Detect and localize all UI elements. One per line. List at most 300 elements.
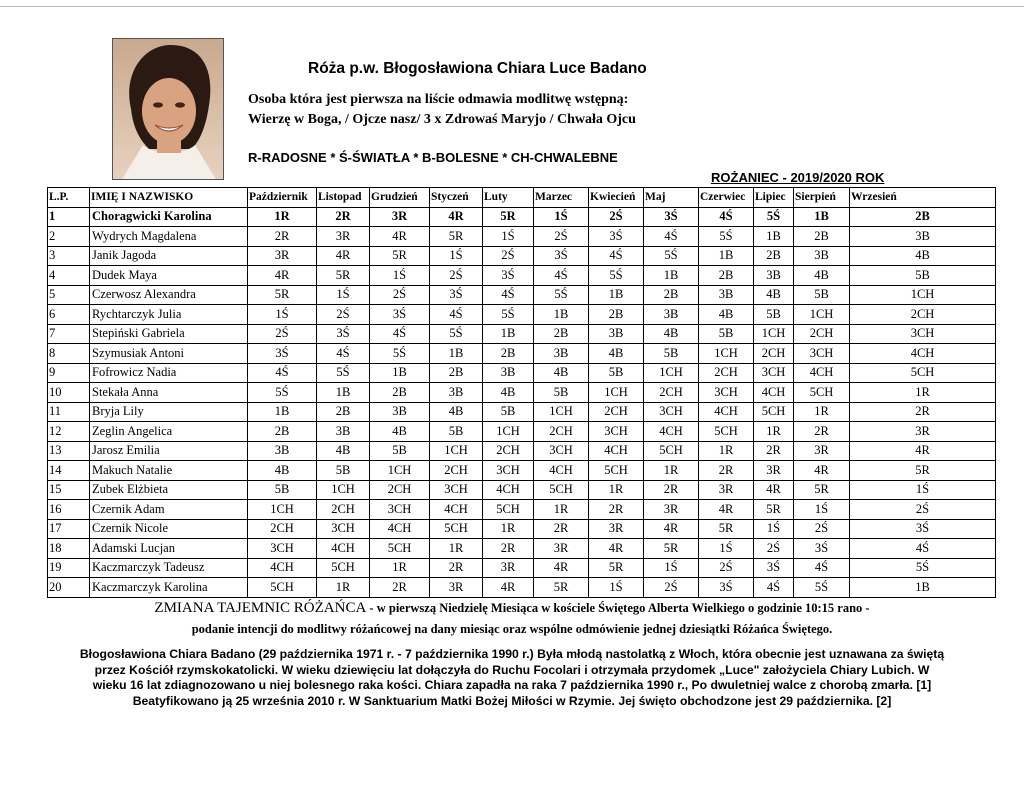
mystery-cell: 4B (589, 344, 644, 364)
page-title: Róża p.w. Błogosławiona Chiara Luce Badano (308, 60, 647, 77)
mystery-cell: 3CH (430, 480, 483, 500)
mystery-cell: 5Ś (794, 578, 850, 598)
mystery-cell: 1Ś (699, 539, 754, 559)
mystery-cell: 5B (850, 266, 996, 286)
mystery-cell: 2R (430, 558, 483, 578)
mystery-cell: 5CH (699, 422, 754, 442)
mystery-cell: 3B (699, 285, 754, 305)
mysteries-legend: R-RADOSNE * Ś-ŚWIATŁA * B-BOLESNE * CH-CHWALEBNE (248, 150, 618, 165)
mystery-cell: 4CH (317, 539, 370, 559)
mystery-cell: 4CH (589, 441, 644, 461)
mystery-cell: 2Ś (430, 266, 483, 286)
member-name: Czerwosz Alexandra (90, 285, 248, 305)
mystery-cell: 5CH (794, 383, 850, 403)
mystery-cell: 1B (699, 246, 754, 266)
mystery-cell: 2CH (644, 383, 699, 403)
member-name: Czernik Nicole (90, 519, 248, 539)
mystery-cell: 1CH (850, 285, 996, 305)
column-header: Czerwiec (699, 188, 754, 208)
mystery-cell: 2B (317, 402, 370, 422)
mystery-cell: 2B (644, 285, 699, 305)
mystery-cell: 5CH (370, 539, 430, 559)
mystery-cell: 5B (534, 383, 589, 403)
mystery-cell: 1B (534, 305, 589, 325)
column-header: Grudzień (370, 188, 430, 208)
mystery-cell: 4Ś (589, 246, 644, 266)
column-header: Listopad (317, 188, 370, 208)
member-name: Czernik Adam (90, 500, 248, 520)
table-row (48, 285, 996, 305)
mystery-cell: 3Ś (483, 266, 534, 286)
top-rule (0, 6, 1024, 7)
table-row (48, 422, 996, 442)
mystery-cell: 1Ś (589, 578, 644, 598)
column-header: L.P. (48, 188, 90, 208)
table-row (48, 539, 996, 559)
mystery-cell: 3B (644, 305, 699, 325)
row-number: 10 (48, 383, 90, 403)
mystery-cell: 3B (589, 324, 644, 344)
mystery-cell: 1CH (317, 480, 370, 500)
rosary-year-label: ROŻANIEC - 2019/2020 ROK (711, 170, 885, 185)
member-name: Kaczmarczyk Tadeusz (90, 558, 248, 578)
mystery-cell: 2Ś (589, 207, 644, 227)
mystery-cell: 4B (794, 266, 850, 286)
mystery-cell: 1R (248, 207, 317, 227)
mystery-cell: 5B (644, 344, 699, 364)
mystery-cell: 2R (794, 422, 850, 442)
mystery-cell: 1Ś (534, 207, 589, 227)
mystery-cell: 1R (699, 441, 754, 461)
mystery-cell: 3CH (589, 422, 644, 442)
mystery-cell: 1CH (248, 500, 317, 520)
mystery-cell: 3CH (754, 363, 794, 383)
column-header: IMIĘ I NAZWISKO (90, 188, 248, 208)
member-name: Dudek Maya (90, 266, 248, 286)
mystery-cell: 1R (794, 402, 850, 422)
mystery-cell: 5Ś (754, 207, 794, 227)
mystery-cell: 5Ś (850, 558, 996, 578)
mystery-cell: 2B (794, 227, 850, 247)
mystery-cell: 4CH (483, 480, 534, 500)
member-name: Janik Jagoda (90, 246, 248, 266)
mystery-cell: 4R (754, 480, 794, 500)
mystery-cell: 3CH (644, 402, 699, 422)
mystery-cell: 1CH (589, 383, 644, 403)
mystery-cell: 1B (644, 266, 699, 286)
member-name: Stekała Anna (90, 383, 248, 403)
table-row (48, 441, 996, 461)
mystery-cell: 5R (534, 578, 589, 598)
mystery-cell: 1R (754, 422, 794, 442)
mystery-cell: 5Ś (589, 266, 644, 286)
mystery-cell: 4CH (794, 363, 850, 383)
row-number: 1 (48, 207, 90, 227)
mystery-cell: 5Ś (317, 363, 370, 383)
mystery-cell: 4R (850, 441, 996, 461)
mystery-cell: 1R (370, 558, 430, 578)
mystery-cell: 5R (370, 246, 430, 266)
mystery-cell: 3R (430, 578, 483, 598)
mystery-cell: 4R (483, 578, 534, 598)
mystery-cell: 4CH (430, 500, 483, 520)
mystery-cell: 4R (430, 207, 483, 227)
mystery-cell: 4Ś (794, 558, 850, 578)
mystery-cell: 2Ś (850, 500, 996, 520)
notice-line-1 (0, 600, 1024, 617)
member-name: Bryja Lily (90, 402, 248, 422)
mystery-cell: 3B (850, 227, 996, 247)
mystery-cell: 4R (644, 519, 699, 539)
mystery-cell: 3R (794, 441, 850, 461)
mystery-cell: 5CH (483, 500, 534, 520)
mystery-cell: 1B (430, 344, 483, 364)
row-number: 12 (48, 422, 90, 442)
table-row (48, 500, 996, 520)
mystery-cell: 1Ś (850, 480, 996, 500)
mystery-cell: 2CH (430, 461, 483, 481)
mystery-cell: 3CH (534, 441, 589, 461)
notice-line-2: podanie intencji do modlitwy różańcowej na dany miesiąc oraz wspólne odmówienie jednej dziesiątki Różańca Świętego. (191, 622, 833, 636)
mystery-cell: 1CH (370, 461, 430, 481)
mystery-cell: 5B (589, 363, 644, 383)
mystery-cell: 2CH (534, 422, 589, 442)
mystery-cell: 5B (370, 441, 430, 461)
mystery-cell: 1CH (534, 402, 589, 422)
mystery-cell: 1Ś (754, 519, 794, 539)
mystery-cell: 3R (754, 461, 794, 481)
mystery-cell: 2CH (589, 402, 644, 422)
mystery-cell: 5Ś (483, 305, 534, 325)
mystery-cell: 5R (248, 285, 317, 305)
biography-line: Beatyfikowano ją 25 września 2010 r. W Sanktuarium Matki Bożej Miłości w Rzymie. Jej święto obchodzone jest 29 października. [2] (132, 693, 892, 708)
mystery-cell: 1Ś (248, 305, 317, 325)
biography-line: przez Kościół rzymskokatolicki. W wieku dziewięciu lat dołączyła do Ruchu Focolari i otrzymała przydomek „Luce" założyciela Chiary Lubich. W (94, 662, 930, 677)
row-number: 9 (48, 363, 90, 383)
mystery-cell: 2CH (317, 500, 370, 520)
mystery-cell: 3Ś (699, 578, 754, 598)
mystery-cell: 1B (794, 207, 850, 227)
table-row (48, 207, 996, 227)
mystery-cell: 4Ś (850, 539, 996, 559)
mystery-cell: 1Ś (317, 285, 370, 305)
mystery-cell: 4CH (754, 383, 794, 403)
row-number: 15 (48, 480, 90, 500)
member-name: Stepiński Gabriela (90, 324, 248, 344)
mystery-cell: 3CH (317, 519, 370, 539)
mystery-cell: 5CH (248, 578, 317, 598)
mystery-cell: 2B (850, 207, 996, 227)
mystery-cell: 3Ś (754, 558, 794, 578)
column-header: Luty (483, 188, 534, 208)
mystery-cell: 5B (794, 285, 850, 305)
mystery-cell: 2Ś (370, 285, 430, 305)
mystery-cell: 4B (699, 305, 754, 325)
mystery-cell: 5B (699, 324, 754, 344)
mystery-cell: 1R (644, 461, 699, 481)
mystery-cell: 5CH (430, 519, 483, 539)
row-number: 20 (48, 578, 90, 598)
mystery-cell: 2R (248, 227, 317, 247)
mystery-cell: 4B (644, 324, 699, 344)
column-header: Październik (248, 188, 317, 208)
column-header: Kwiecień (589, 188, 644, 208)
mystery-cell: 3CH (370, 500, 430, 520)
row-number: 14 (48, 461, 90, 481)
row-number: 19 (48, 558, 90, 578)
mystery-cell: 3R (644, 500, 699, 520)
mystery-cell: 2R (850, 402, 996, 422)
mystery-cell: 1B (483, 324, 534, 344)
table-header-row (48, 188, 996, 208)
mystery-cell: 1R (850, 383, 996, 403)
mystery-cell: 3Ś (850, 519, 996, 539)
mystery-cell: 3Ś (589, 227, 644, 247)
table-row (48, 305, 996, 325)
table-row (48, 519, 996, 539)
mystery-cell: 1B (589, 285, 644, 305)
table-row (48, 461, 996, 481)
mystery-cell: 4B (370, 422, 430, 442)
mystery-cell: 1CH (644, 363, 699, 383)
table-row (48, 558, 996, 578)
mystery-cell: 2CH (370, 480, 430, 500)
mystery-cell: 2Ś (754, 539, 794, 559)
row-number: 13 (48, 441, 90, 461)
mystery-cell: 1R (534, 500, 589, 520)
mystery-cell: 3CH (794, 344, 850, 364)
notice-line-1-text: - w pierwszą Niedzielę Miesiąca w kościele Świętego Alberta Wielkiego o godzinie 10:15 rano - (366, 601, 870, 615)
mystery-cell: 2B (483, 344, 534, 364)
mystery-cell: 2CH (483, 441, 534, 461)
rosary-schedule-table (47, 187, 996, 598)
mystery-cell: 1B (370, 363, 430, 383)
mystery-cell: 4B (430, 402, 483, 422)
mystery-cell: 4B (534, 363, 589, 383)
member-name: Choragwicki Karolina (90, 207, 248, 227)
mystery-cell: 1CH (754, 324, 794, 344)
table-row (48, 363, 996, 383)
mystery-cell: 3R (589, 519, 644, 539)
table-row (48, 383, 996, 403)
mystery-cell: 5Ś (430, 324, 483, 344)
mystery-cell: 5R (850, 461, 996, 481)
mystery-cell: 2Ś (699, 558, 754, 578)
mystery-cell: 1B (850, 578, 996, 598)
instruction-line-2: Wierzę w Boga, / Ojcze nasz/ 3 x Zdrowaś Maryjo / Chwała Ojcu (248, 112, 636, 127)
mystery-cell: 4B (483, 383, 534, 403)
mystery-cell: 2Ś (794, 519, 850, 539)
mystery-cell: 4B (850, 246, 996, 266)
mystery-cell: 5B (248, 480, 317, 500)
mystery-cell: 5B (317, 461, 370, 481)
mystery-cell: 5Ś (644, 246, 699, 266)
mystery-cell: 2B (589, 305, 644, 325)
mystery-cell: 3Ś (248, 344, 317, 364)
mystery-cell: 5B (430, 422, 483, 442)
mystery-cell: 4B (754, 285, 794, 305)
mystery-cell: 5R (644, 539, 699, 559)
table-row (48, 344, 996, 364)
row-number: 18 (48, 539, 90, 559)
mystery-cell: 5CH (534, 480, 589, 500)
mystery-cell: 1CH (794, 305, 850, 325)
mystery-cell: 1Ś (794, 500, 850, 520)
mystery-cell: 4Ś (430, 305, 483, 325)
table-row (48, 480, 996, 500)
mystery-cell: 2Ś (644, 578, 699, 598)
mystery-cell: 3B (754, 266, 794, 286)
member-name: Adamski Lucjan (90, 539, 248, 559)
mystery-cell: 4Ś (370, 324, 430, 344)
mystery-cell: 4CH (248, 558, 317, 578)
member-name: Szymusiak Antoni (90, 344, 248, 364)
mystery-cell: 5B (754, 305, 794, 325)
mystery-cell: 2CH (850, 305, 996, 325)
mystery-cell: 4Ś (248, 363, 317, 383)
column-header: Maj (644, 188, 699, 208)
member-name: Wydrych Magdalena (90, 227, 248, 247)
member-name: Kaczmarczyk Karolina (90, 578, 248, 598)
mystery-cell: 2Ś (248, 324, 317, 344)
mystery-cell: 3CH (483, 461, 534, 481)
mystery-cell: 4Ś (754, 578, 794, 598)
mystery-cell: 2Ś (483, 246, 534, 266)
mystery-cell: 4R (317, 246, 370, 266)
mystery-cell: 5R (589, 558, 644, 578)
mystery-cell: 2CH (248, 519, 317, 539)
mystery-cell: 3R (534, 539, 589, 559)
mystery-cell: 3B (534, 344, 589, 364)
mystery-cell: 1R (430, 539, 483, 559)
mystery-cell: 1CH (430, 441, 483, 461)
member-name: Fofrowicz Nadia (90, 363, 248, 383)
mystery-cell: 4R (370, 227, 430, 247)
mystery-cell: 2R (589, 500, 644, 520)
row-number: 16 (48, 500, 90, 520)
mystery-cell: 2CH (794, 324, 850, 344)
row-number: 6 (48, 305, 90, 325)
row-number: 8 (48, 344, 90, 364)
column-header: Marzec (534, 188, 589, 208)
mystery-cell: 4CH (644, 422, 699, 442)
mystery-cell: 1R (589, 480, 644, 500)
mystery-cell: 4Ś (317, 344, 370, 364)
table-row (48, 266, 996, 286)
mystery-cell: 5R (317, 266, 370, 286)
mystery-cell: 2R (699, 461, 754, 481)
mystery-cell: 4CH (699, 402, 754, 422)
mystery-cell: 2Ś (317, 305, 370, 325)
member-name: Makuch Natalie (90, 461, 248, 481)
mystery-cell: 3CH (850, 324, 996, 344)
mystery-cell: 3R (699, 480, 754, 500)
mystery-cell: 4R (248, 266, 317, 286)
column-header: Sierpień (794, 188, 850, 208)
biography-line: wieku 16 lat zdiagnozowano u niej bolesnego raka kości. Chiara zapadła na raka 7 października 1990 r., Po dwuletniej walce z chorobą zmarła. [1] (92, 678, 932, 692)
mystery-cell: 4Ś (534, 266, 589, 286)
table-row (48, 227, 996, 247)
mystery-cell: 4CH (534, 461, 589, 481)
mystery-cell: 3B (483, 363, 534, 383)
mystery-cell: 5CH (644, 441, 699, 461)
mystery-cell: 3B (430, 383, 483, 403)
mystery-cell: 1CH (483, 422, 534, 442)
table-row (48, 246, 996, 266)
member-name: Jarosz Emilia (90, 441, 248, 461)
mystery-cell: 1R (483, 519, 534, 539)
mystery-cell: 3R (317, 227, 370, 247)
mystery-cell: 3CH (248, 539, 317, 559)
mystery-cell: 2B (370, 383, 430, 403)
row-number: 3 (48, 246, 90, 266)
mystery-cell: 5Ś (248, 383, 317, 403)
mystery-cell: 4R (589, 539, 644, 559)
mystery-cell: 3B (317, 422, 370, 442)
mystery-cell: 1Ś (483, 227, 534, 247)
mystery-cell: 5B (483, 402, 534, 422)
mystery-cell: 5R (483, 207, 534, 227)
mystery-cell: 5Ś (699, 227, 754, 247)
mystery-cell: 5R (754, 500, 794, 520)
mystery-cell: 1CH (699, 344, 754, 364)
mystery-cell: 5CH (317, 558, 370, 578)
mystery-cell: 1Ś (644, 558, 699, 578)
mystery-cell: 5Ś (370, 344, 430, 364)
mystery-cell: 3R (850, 422, 996, 442)
mystery-cell: 3Ś (317, 324, 370, 344)
row-number: 11 (48, 402, 90, 422)
mystery-cell: 3Ś (644, 207, 699, 227)
biography (40, 647, 984, 709)
instruction-line-1: Osoba która jest pierwsza na liście odmawia modlitwę wstępną: (248, 92, 629, 107)
mystery-cell: 3Ś (370, 305, 430, 325)
mystery-cell: 4R (794, 461, 850, 481)
column-header: Styczeń (430, 188, 483, 208)
mystery-cell: 3R (483, 558, 534, 578)
mystery-cell: 3Ś (794, 539, 850, 559)
mystery-cell: 1R (317, 578, 370, 598)
mystery-cell: 3CH (699, 383, 754, 403)
mystery-cell: 1Ś (370, 266, 430, 286)
mystery-cell: 4B (317, 441, 370, 461)
mystery-cell: 2R (534, 519, 589, 539)
mystery-cell: 2CH (754, 344, 794, 364)
mystery-cell: 4R (699, 500, 754, 520)
mystery-cell: 4Ś (699, 207, 754, 227)
mystery-cell: 4B (248, 461, 317, 481)
mystery-cell: 5CH (850, 363, 996, 383)
mystery-cell: 5CH (589, 461, 644, 481)
member-name: Zeglin Angelica (90, 422, 248, 442)
mystery-cell: 3B (248, 441, 317, 461)
row-number: 7 (48, 324, 90, 344)
mystery-cell: 4R (534, 558, 589, 578)
row-number: 17 (48, 519, 90, 539)
row-number: 5 (48, 285, 90, 305)
mystery-cell: 2Ś (534, 227, 589, 247)
mystery-cell: 2R (370, 578, 430, 598)
mystery-cell: 2B (534, 324, 589, 344)
mystery-cell: 3R (370, 207, 430, 227)
mystery-cell: 4Ś (483, 285, 534, 305)
column-header: Lipiec (754, 188, 794, 208)
mystery-cell: 3R (248, 246, 317, 266)
mystery-cell: 1B (317, 383, 370, 403)
mystery-cell: 5R (794, 480, 850, 500)
mystery-cell: 2CH (699, 363, 754, 383)
mystery-cell: 4Ś (644, 227, 699, 247)
